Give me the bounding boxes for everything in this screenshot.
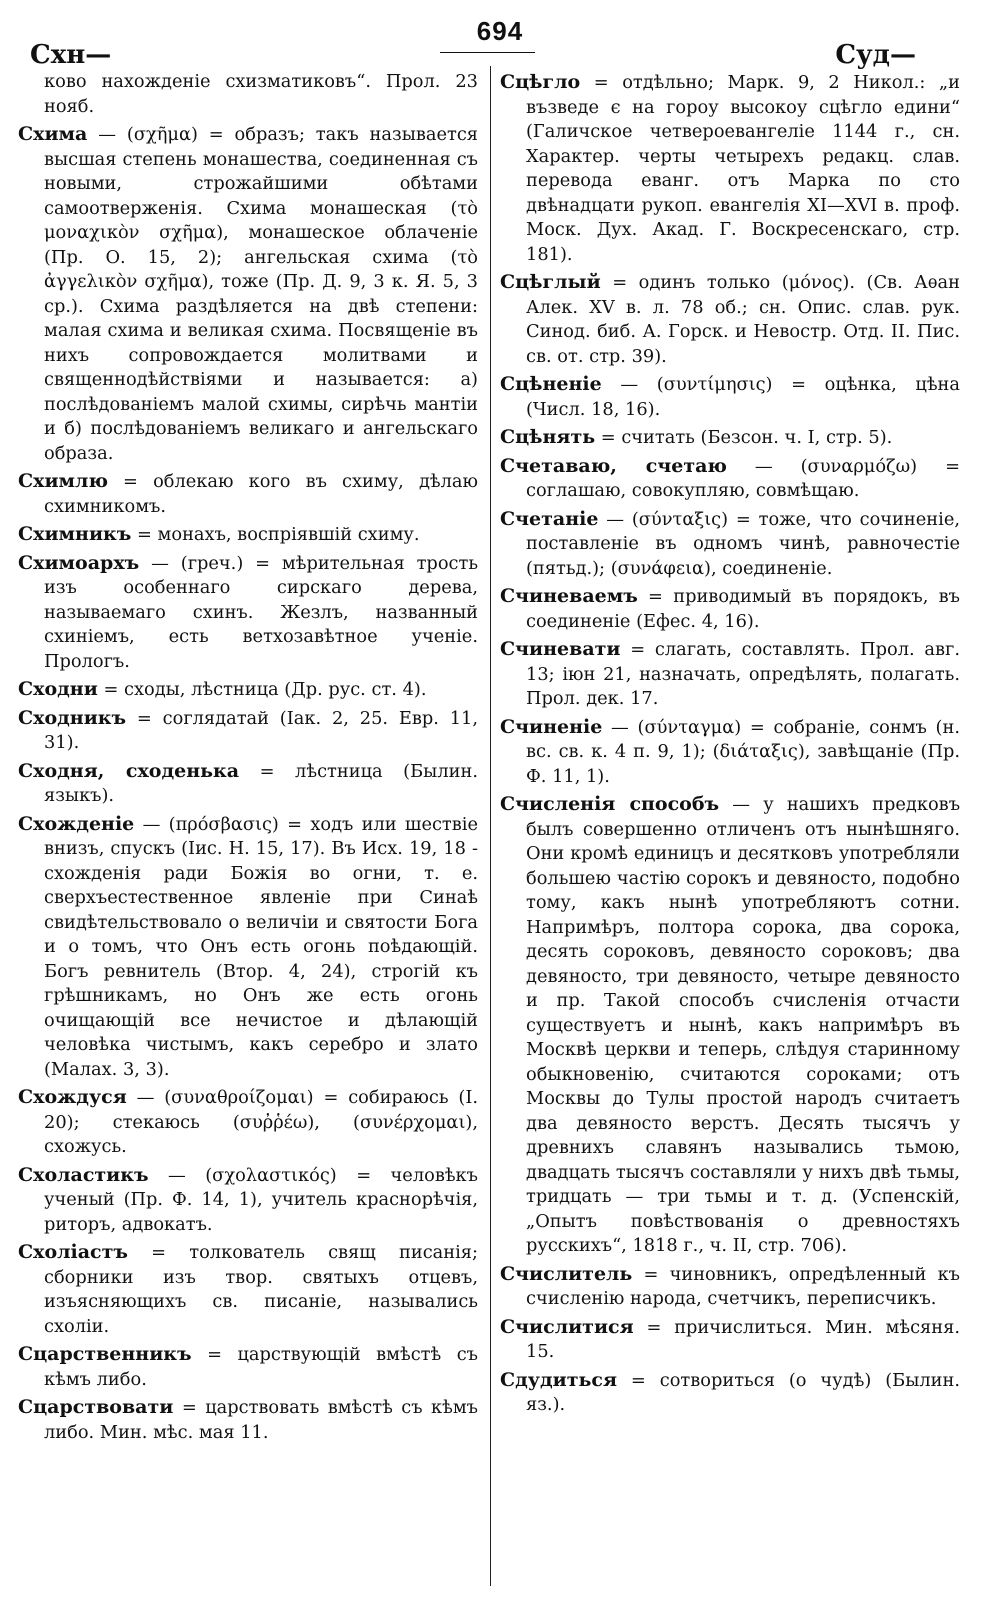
dictionary-entry: Счетаваю, счетаю — (συναρμόζω) = соглашаю, совокупляю, совмѣщаю. — [500, 454, 960, 501]
dictionary-entry: Сходня, сходенька = лѣстница (Былин. языкъ). — [18, 759, 478, 806]
headword: Сцѣглый — [500, 271, 601, 293]
headword: Счиненіе — [500, 715, 603, 738]
dictionary-entry: Схоліастъ = толкователь свящ писанія; сборники изъ твор. святыхъ отцевъ, изъясняющихъ св. писаніе, назывались схоліи. — [18, 1241, 478, 1337]
headword: Счисленія способъ — [500, 793, 720, 815]
dictionary-entry: Сцарствовати = царствовать вмѣстѣ съ кѣмъ либо. Мин. мѣс. мая 11. — [18, 1396, 478, 1443]
guide-word-right: Суд— — [835, 40, 916, 70]
dictionary-entry: ково нахожденіе схизматиковъ“. Прол. 23 нояб. — [44, 71, 478, 117]
dictionary-entry: Схимоархъ — (греч.) = мѣрительная трость изъ особеннаго сирскаго дерева, называемаго схинъ. Жезлъ, названный схиніемъ, есть ветхозавѣтное ученіе. Прологъ. — [18, 551, 478, 672]
headword: Схожденіе — [18, 812, 135, 835]
headword: Схима — [18, 123, 88, 145]
headword: Сдудиться — [500, 1368, 617, 1391]
headword: Сходня, сходенька — [18, 759, 240, 782]
headword: Схоліастъ — [18, 1241, 128, 1263]
guide-word-left: Схн— — [30, 40, 112, 70]
headword: Счислитель — [500, 1262, 633, 1285]
header-rule — [440, 52, 535, 53]
dictionary-entry: Схождуся — (συναθροίζομαι) = собираюсь (I. 20); стекаюсь (συῤῥέω), (συνέρχομαι), схожусь. — [18, 1086, 478, 1157]
dictionary-entry: Счисленія способъ — у нашихъ предковъ былъ совершенно отличенъ отъ нынѣшняго. Они кромѣ единицъ и десятковъ употребляли большею частію сорокъ и девяносто, подобно тому, какъ нынѣ употребляютъ сотни. Напримѣръ, полтора сорока, два сорока, десять сороковъ, девяносто сороковъ; два девяносто, три девяносто, четыре девяносто и пр. Такой способъ счисленія отчасти существуетъ и нынѣ, какъ напримѣръ въ Москвѣ церкви и теперь, слѣдуя старинному обыкновенію, считаются сороками; отъ Москвы до Тулы простой народъ считаетъ два девяносто верстъ. Десять тысячъ у древнихъ славянъ назывались тьмою, двадцать тысячъ составляли у нихъ двѣ тьмы, тридцать — три тьмы и т. д. (Успенскій, „Опытъ повѣствованія о древностяхъ русскихъ“, 1818 г., ч. II, стр. 706). — [500, 793, 960, 1256]
dictionary-entry: Схимникъ = монахъ, воспріявшій схиму. — [18, 523, 420, 545]
dictionary-entry: Сцѣгло = отдѣльно; Марк. 9, 2 Никол.: „и възведе є на гороу высокоу сцѣгло едини“ (Галичское четвероевангеліе 1144 г., сн. Характер. черты четырехъ редакц. слав. перевода еванг. отъ Марка по сто двѣнадцати рукоп. евангелія XI—XVI в. проф. Моск. Дух. Акад. Г. Воскресенскаго, стр. 181). — [500, 71, 960, 265]
right-column — [500, 70, 960, 1595]
dictionary-entry: Схоластикъ — (σχολαστικός) = человѣкъ ученый (Пр. Ф. 14, 1), учитель краснорѣчія, риторъ, адвокатъ. — [18, 1163, 478, 1235]
headword: Схимникъ — [18, 523, 132, 545]
headword: Схимоархъ — [18, 551, 140, 574]
headword: Схоластикъ — [18, 1163, 149, 1186]
dictionary-entry: Счиневаемъ = приводимый въ порядокъ, въ соединеніе (Ефес. 4, 16). — [500, 585, 960, 632]
dictionary-entry: Схима — (σχῆμα) = образъ; такъ называется высшая степень монашества, соединенная съ новыми, строжайшими обѣтами самоотверженія. Схима монашеская (τὸ μοναχικὸν σχῆμα), монашеское облаченіе (Пр. О. 15, 2); ангельская схима (τὸ ἀγγελικὸν σχῆμα), тоже (Пр. Д. 9, 3 к. Я. 5, 3 ср.). Схима раздѣляется на двѣ степени: малая схима и великая схима. Посвященіе въ нихъ сопровождается молитвами и священнодѣйствіями и называется: а) послѣдованіемъ малой схимы, сирѣчь мантіи и б) послѣдованіемъ великаго и ангельскаго образа. — [18, 123, 478, 464]
dictionary-entry: Сцѣненіе — (συντίμησις) = оцѣнка, цѣна (Числ. 18, 16). — [500, 373, 960, 420]
dictionary-entry: Счислитися = причислиться. Мин. мѣсяня. 15. — [500, 1315, 960, 1362]
headword: Сцарствeнникъ — [18, 1343, 192, 1365]
headword: Схимлю — [18, 470, 108, 492]
dictionary-entry: Сцѣнять = считать (Безсон. ч. I, стр. 5). — [500, 426, 893, 448]
dictionary-entry: Сцѣглый = одинъ только (μόνος). (Св. Аѳан Алек. XV в. л. 78 об.; сн. Опис. слав. рук. Синод. биб. А. Горск. и Невостр. Отд. II. Пис. св. от. стр. 39). — [500, 271, 960, 367]
page-number: 694 — [476, 16, 524, 46]
dictionary-entry: Сцарствeнникъ = царствующій вмѣстѣ съ кѣмъ либо. — [18, 1343, 478, 1390]
dictionary-entry: Сдудиться = сотвориться (о чудѣ) (Былин. яз.). — [500, 1368, 960, 1415]
dictionary-entry: Счиненіе — (σύνταγμα) = собраніе, сонмъ (н. вс. св. к. 4 п. 9, 1); (διάταξις), завѣщаніе (Пр. Ф. 11, 1). — [500, 715, 960, 787]
headword: Схождуся — [18, 1086, 127, 1108]
dictionary-entry: Схожденіе — (πρόσβασις) = ходъ или шествіе внизъ, спускъ (Іис. Н. 15, 17). Въ Исх. 19, 18 - схожденія ради Божія во огни, т. е. сверхъестественное явленіе при Синаѣ свидѣтельствовало о величіи и святости Бога и о томъ, что Онъ есть огонь поѣдающій. Богъ ревнитель (Втор. 4, 24), строгій къ грѣшникамъ, но Онъ же есть огонь очищающій все нечистое и дѣлающій человѣка чистымъ, какъ серебро и злато (Малах. 3, 3). — [18, 812, 478, 1080]
headword: Счиневати — [500, 638, 621, 660]
headword: Счиневаемъ — [500, 585, 638, 607]
dictionary-entry: Сходникъ = соглядатай (Іак. 2, 25. Евр. 11, 31). — [18, 706, 478, 753]
headword: Сцарствовати — [18, 1396, 174, 1418]
headword: Счислитися — [500, 1315, 634, 1338]
headword: Сцѣгло — [500, 71, 581, 93]
dictionary-entry: Счетаніе — (σύνταξις) = тоже, что сочиненіе, поставленіе въ одномъ чинѣ, равночестіе (пятьд.); (συνάφεια), соединеніе. — [500, 507, 960, 579]
dictionary-entry: Сходни = сходы, лѣстница (Др. рус. ст. 4). — [18, 678, 427, 700]
dictionary-entry: Счислитель = чиновникъ, опредѣленный къ счисленію народа, счетчикъ, переписчикъ. — [500, 1262, 960, 1309]
left-column — [18, 70, 478, 1595]
headword: Счетаніе — [500, 507, 599, 530]
headword: Счетаваю, счетаю — [500, 454, 727, 477]
dictionary-entry: Схимлю = облекаю кого въ схиму, дѣлаю схимникомъ. — [18, 470, 478, 517]
headword: Сцѣнять — [500, 426, 596, 448]
headword: Сходникъ — [18, 706, 127, 729]
headword: Сходни — [18, 678, 98, 700]
headword: Сцѣненіе — [500, 373, 602, 395]
dictionary-entry: Счиневати = слагать, составлять. Прол. авг. 13; іюн 21, назначать, опредѣлять, полагать. Прол. дек. 17. — [500, 638, 960, 709]
page-header — [0, 10, 1000, 70]
column-divider — [490, 66, 491, 1586]
